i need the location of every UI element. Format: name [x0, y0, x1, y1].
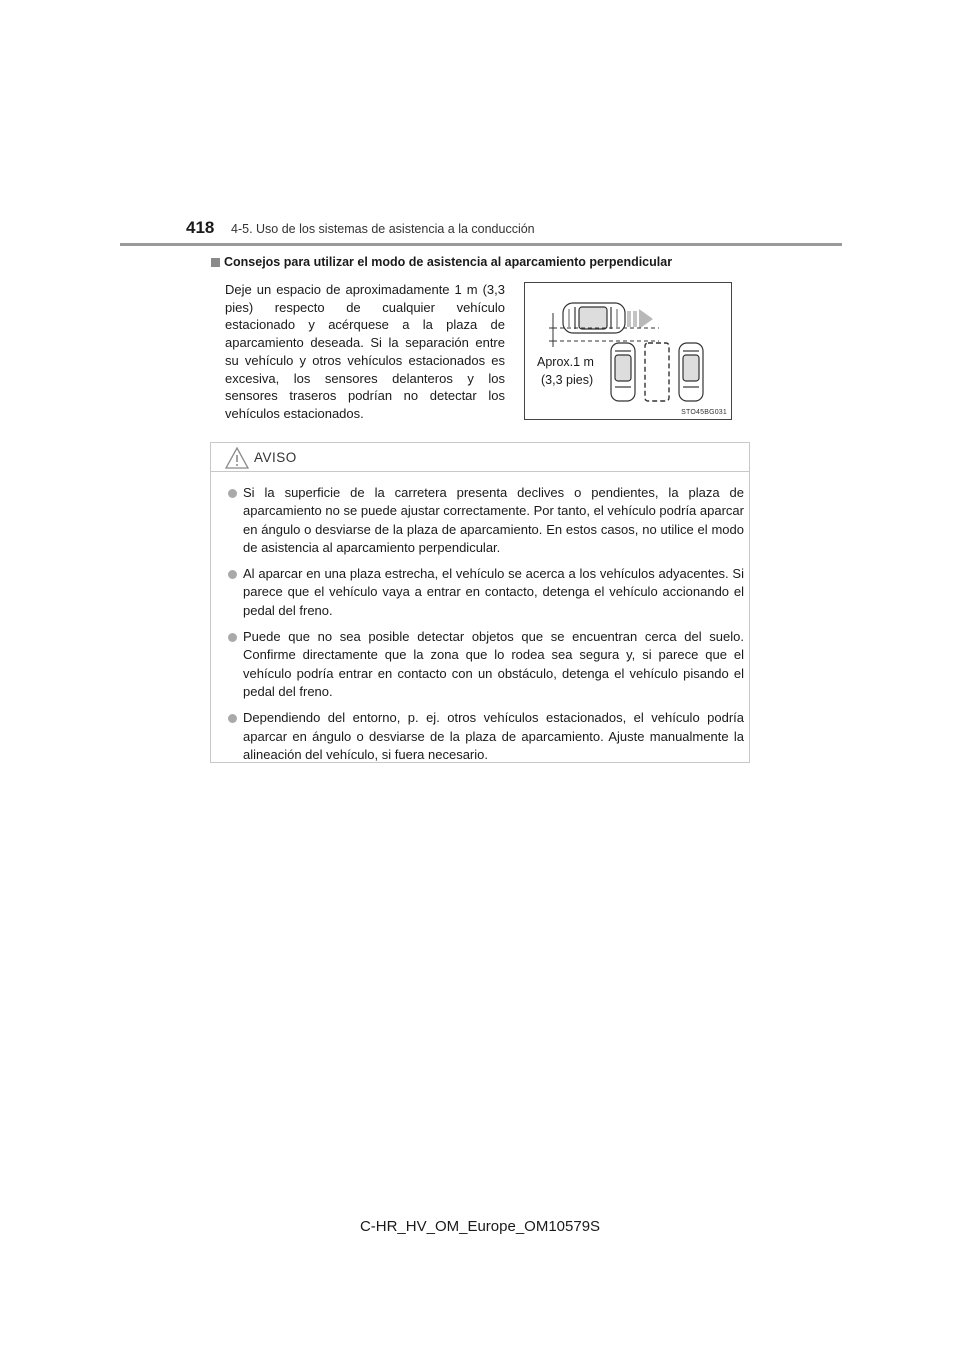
- circle-bullet-icon: [228, 570, 237, 579]
- warning-title: AVISO: [254, 450, 297, 465]
- warning-item: [211, 628, 751, 701]
- sub-heading-text: Consejos para utilizar el modo de asistencia al aparcamiento perpendicular: [224, 255, 673, 269]
- warning-list: [211, 484, 751, 772]
- warning-item-text: Puede que no sea posible detectar objetos que se encuentran cerca del suelo. Confirme directamente que la zona que lo rodea sea segura y, si parece que el vehículo podría entrar en contacto con un obstáculo, detenga el vehículo pisando el pedal del freno.: [243, 629, 744, 699]
- page-number: 418: [186, 218, 215, 237]
- intro-paragraph: Deje un espacio de aproximadamente 1 m (3,3 pies) respecto de cualquier vehículo estacionado y acérquese a la plaza de aparcamiento deseada. Si la separación entre su vehículo y otros vehículos estacionados es excesiva, los sensores delanteros y los sensores traseros podrían no detectar los vehículos estacionados.: [225, 282, 505, 421]
- parked-car-right-icon: [679, 343, 703, 401]
- parking-diagram: [524, 282, 732, 420]
- footer-doc-id: C-HR_HV_OM_Europe_OM10579S: [359, 1218, 601, 1235]
- distance-label-imperial: (3,3 pies): [541, 373, 594, 387]
- header-rule: [120, 243, 842, 246]
- warning-item-text: Si la superficie de la carretera presenta declives o pendientes, la plaza de aparcamiento no se puede ajustar correctamente. Por tanto, el vehículo podría aparcar en ángulo o desviarse de la plaza de aparcamiento. En estos casos, no utilice el modo de asistencia al aparcamiento perpendicular.: [243, 485, 744, 555]
- circle-bullet-icon: [228, 489, 237, 498]
- circle-bullet-icon: [228, 714, 237, 723]
- warning-item: [211, 709, 751, 764]
- warning-item: [211, 484, 751, 557]
- warning-item: [211, 565, 751, 620]
- warning-triangle-icon: [225, 447, 249, 469]
- parking-diagram-illustration: [525, 283, 731, 419]
- direction-arrow-icon: [627, 309, 653, 329]
- figure-code: STO45BG031: [681, 409, 727, 416]
- warning-header: [211, 443, 749, 472]
- moving-car-icon: [563, 303, 625, 333]
- section-title: 4-5. Uso de los sistemas de asistencia a la conducción: [231, 222, 535, 236]
- sub-heading: [211, 255, 771, 269]
- parked-car-left-icon: [611, 343, 635, 401]
- warning-box: [210, 442, 750, 763]
- circle-bullet-icon: [228, 633, 237, 642]
- distance-label-metric: Aprox.1 m: [537, 355, 594, 369]
- warning-item-text: Dependiendo del entorno, p. ej. otros vehículos estacionados, el vehículo podría aparcar en ángulo o desviarse de la plaza de aparcamiento. Ajuste manualmente la alineación del vehículo, si fuera necesario.: [243, 710, 744, 762]
- target-parking-space: [645, 343, 669, 401]
- warning-item-text: Al aparcar en una plaza estrecha, el vehículo se acerca a los vehículos adyacentes. Si parece que el vehículo vaya a entrar en contacto, detenga el vehículo accionando el pedal del freno.: [243, 566, 744, 618]
- square-bullet-icon: [211, 258, 220, 267]
